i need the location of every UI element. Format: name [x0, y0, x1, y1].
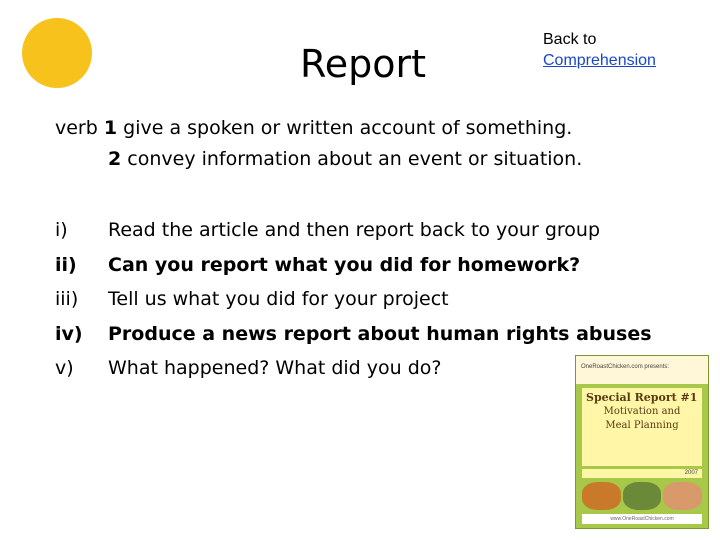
cover-header: OneRoastChicken.com presents:	[576, 356, 708, 384]
cover-footer: www.OneRoastChicken.com	[582, 514, 702, 524]
list-item-number: ii)	[55, 253, 77, 276]
back-to-comprehension-link-group	[543, 29, 656, 71]
example-list	[55, 213, 652, 386]
sense-2-text: convey information about an event or situation.	[121, 148, 583, 170]
sense-1-number: 1	[103, 117, 118, 139]
sense-1-text: give a spoken or written account of something.	[117, 117, 573, 139]
list-item	[55, 213, 652, 248]
definition-line-2	[55, 144, 582, 175]
list-item-text: Read the article and then report back to your group	[108, 219, 601, 241]
list-item-text: What happened? What did you do?	[108, 357, 442, 379]
list-item-number: i)	[55, 219, 68, 241]
cover-year: 2007	[582, 469, 702, 478]
comprehension-link[interactable]: Comprehension	[543, 52, 656, 69]
list-item-number: v)	[55, 357, 74, 379]
part-of-speech: verb	[55, 117, 98, 139]
cover-subtitle-1: Motivation and	[603, 406, 681, 417]
back-to-label: Back to	[543, 31, 597, 48]
definition-line-1	[55, 113, 582, 144]
list-item-number: iv)	[55, 322, 83, 345]
list-item	[55, 282, 652, 317]
list-item	[55, 317, 652, 352]
sense-2-number: 2	[108, 148, 122, 170]
cover-subtitle-2: Meal Planning	[605, 420, 679, 431]
list-item-text: Tell us what you did for your project	[108, 288, 449, 310]
cover-title-panel	[582, 388, 702, 466]
food-photo	[623, 482, 662, 510]
list-item	[55, 351, 652, 386]
food-photo	[663, 482, 702, 510]
cover-food-photos	[582, 482, 702, 510]
list-item	[55, 248, 652, 283]
list-item-number: iii)	[55, 288, 79, 310]
page-title: Report	[300, 42, 426, 86]
definition	[55, 113, 582, 175]
list-item-text: Can you report what you did for homework?	[108, 253, 581, 276]
decorative-circle	[22, 18, 92, 88]
food-photo	[582, 482, 621, 510]
report-cover-image	[575, 355, 709, 529]
list-item-text: Produce a news report about human rights abuses	[108, 322, 652, 345]
cover-heading: Special Report #1	[586, 391, 698, 404]
